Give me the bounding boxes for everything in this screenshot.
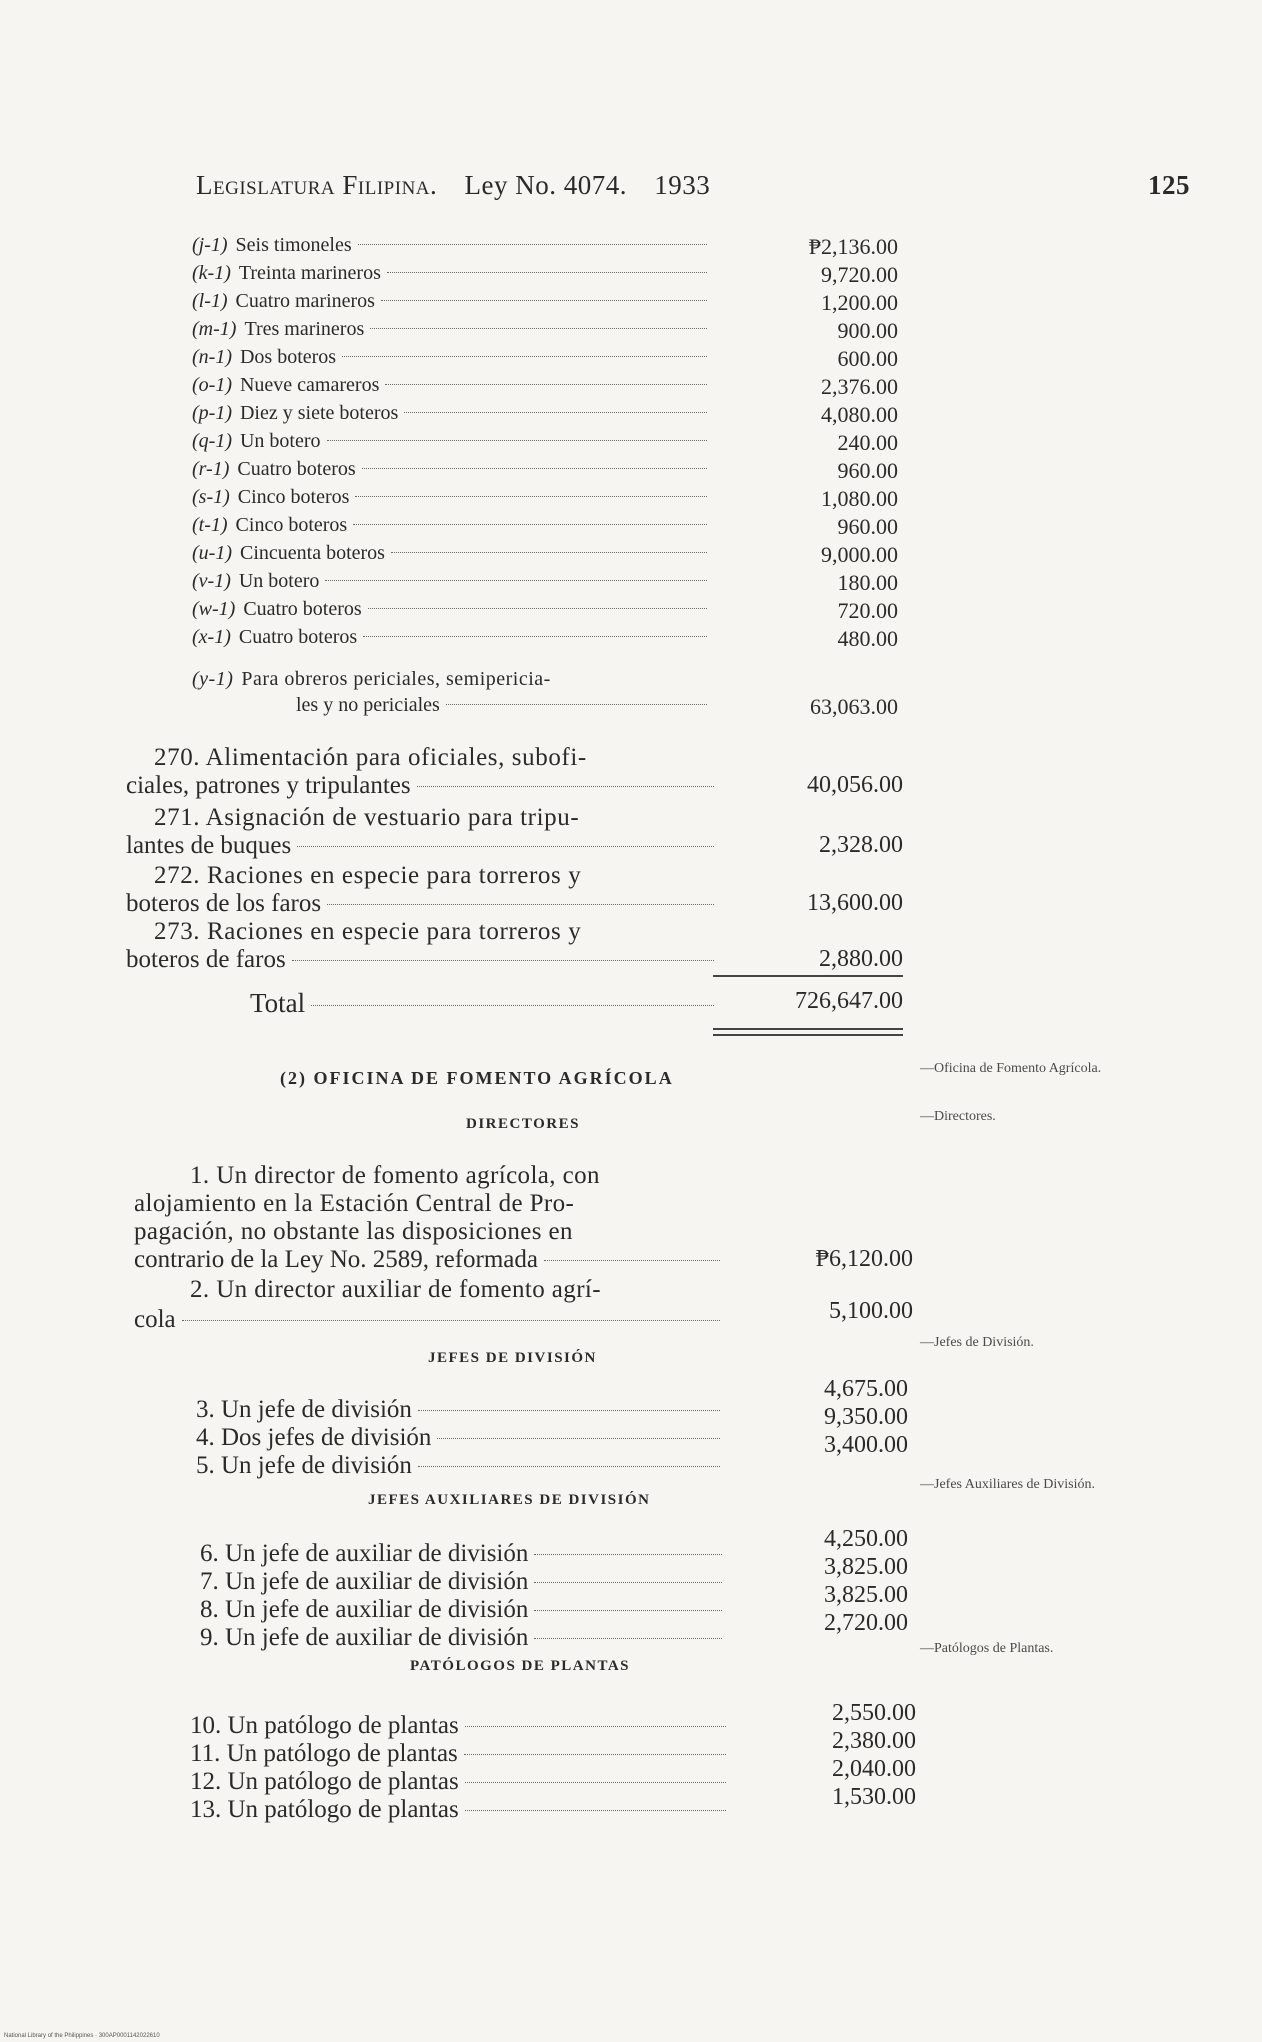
list-item: 270. Alimentación para oficiales, subofi- (154, 744, 587, 771)
margin-note: —Jefes Auxiliares de División. (920, 1477, 1095, 1492)
list-item: (l-1) Cuatro marineros 1,200.00 (192, 290, 898, 315)
margin-note: —Patólogos de Plantas. (920, 1641, 1054, 1656)
section-title: (2) OFICINA DE FOMENTO AGRÍCOLA (280, 1068, 674, 1088)
total-rule (713, 975, 903, 977)
list-item-continuation: cola 5,100.00 (134, 1298, 913, 1333)
list-item: 6. Un jefe de auxiliar de división 4,250.00 (200, 1526, 908, 1567)
list-item-continuation: boteros de faros 2,880.00 (126, 946, 903, 973)
list-item: 1. Un director de fomento agrícola, con (190, 1162, 600, 1189)
list-item: 272. Raciones en especie para torreros y (154, 862, 582, 889)
list-item: 13. Un patólogo de plantas 1,530.00 (190, 1784, 916, 1823)
list-item: (r-1) Cuatro boteros 960.00 (192, 458, 898, 483)
list-item: 11. Un patólogo de plantas 2,380.00 (190, 1728, 916, 1767)
list-item: 4. Dos jefes de división 9,350.00 (196, 1404, 908, 1451)
list-item: 273. Raciones en especie para torreros y (154, 918, 582, 945)
total-double-rule (713, 1034, 903, 1036)
total-value: 726,647.00 (795, 988, 903, 1014)
list-item: (p-1) Diez y siete boteros 4,080.00 (192, 402, 898, 427)
margin-note: —Directores. (920, 1109, 996, 1124)
list-item: (q-1) Un botero 240.00 (192, 430, 898, 455)
header-law: Ley No. 4074. (464, 170, 628, 200)
list-item: (t-1) Cinco boteros 960.00 (192, 514, 898, 539)
total-double-rule (713, 1028, 903, 1030)
list-item: 9. Un jefe de auxiliar de división 2,720.00 (200, 1610, 908, 1651)
heading-patologos: PATÓLOGOS DE PLANTAS (410, 1658, 631, 1674)
page-number: 125 (1148, 170, 1190, 200)
margin-note: —Jefes de División. (920, 1335, 1034, 1350)
heading-directores: DIRECTORES (466, 1116, 580, 1132)
footer-watermark: National Library of the Philippines · 300AP0001142022610 (4, 2033, 160, 2039)
list-item: (s-1) Cinco boteros 1,080.00 (192, 486, 898, 511)
list-item: (w-1) Cuatro boteros 720.00 (192, 598, 898, 623)
list-item: (n-1) Dos boteros 600.00 (192, 346, 898, 371)
total-label: Total (250, 988, 306, 1018)
list-item: 271. Asignación de vestuario para tripu- (154, 804, 580, 831)
list-item-continuation: lantes de buques 2,328.00 (126, 832, 903, 859)
list-item: 2. Un director auxiliar de fomento agrí- (190, 1276, 601, 1303)
total-row (0, 988, 1262, 1018)
list-item: 7. Un jefe de auxiliar de división 3,825.00 (200, 1554, 908, 1595)
list-item: 8. Un jefe de auxiliar de división 3,825.00 (200, 1582, 908, 1623)
list-item: (m-1) Tres marineros 900.00 (192, 318, 898, 343)
list-item: (j-1) Seis timoneles ₱2,136.00 (192, 234, 898, 259)
list-item-continuation: pagación, no obstante las disposiciones en (134, 1218, 573, 1245)
list-item-continuation: alojamiento en la Estación Central de Pro- (134, 1190, 575, 1217)
list-item: (u-1) Cincuenta boteros 9,000.00 (192, 542, 898, 567)
header-title: Legislatura Filipina. (196, 170, 438, 200)
list-item: 3. Un jefe de división 4,675.00 (196, 1376, 908, 1423)
list-item: (y-1) Para obreros periciales, semipericia- (192, 668, 551, 690)
list-item-continuation: contrario de la Ley No. 2589, reformada ₱6,120.00 (134, 1246, 913, 1273)
heading-auxiliares: JEFES AUXILIARES DE DIVISIÓN (368, 1492, 651, 1508)
list-item-continuation: boteros de los faros 13,600.00 (126, 890, 903, 917)
list-item-continuation: ciales, patrones y tripulantes 40,056.00 (126, 772, 903, 799)
list-item: (x-1) Cuatro boteros 480.00 (192, 626, 898, 651)
list-item: (k-1) Treinta marineros 9,720.00 (192, 262, 898, 287)
list-item: (v-1) Un botero 180.00 (192, 570, 898, 595)
list-item-continuation: les y no periciales 63,063.00 (296, 694, 898, 719)
list-item: 5. Un jefe de división 3,400.00 (196, 1432, 908, 1479)
header-year: 1933 (654, 170, 711, 200)
margin-note: —Oficina de Fomento Agrícola. (920, 1061, 1102, 1076)
list-item: 10. Un patólogo de plantas 2,550.00 (190, 1700, 916, 1739)
heading-jefes: JEFES DE DIVISIÓN (428, 1350, 597, 1366)
page-header (196, 170, 1190, 201)
list-item: (o-1) Nueve camareros 2,376.00 (192, 374, 898, 399)
list-item: 12. Un patólogo de plantas 2,040.00 (190, 1756, 916, 1795)
